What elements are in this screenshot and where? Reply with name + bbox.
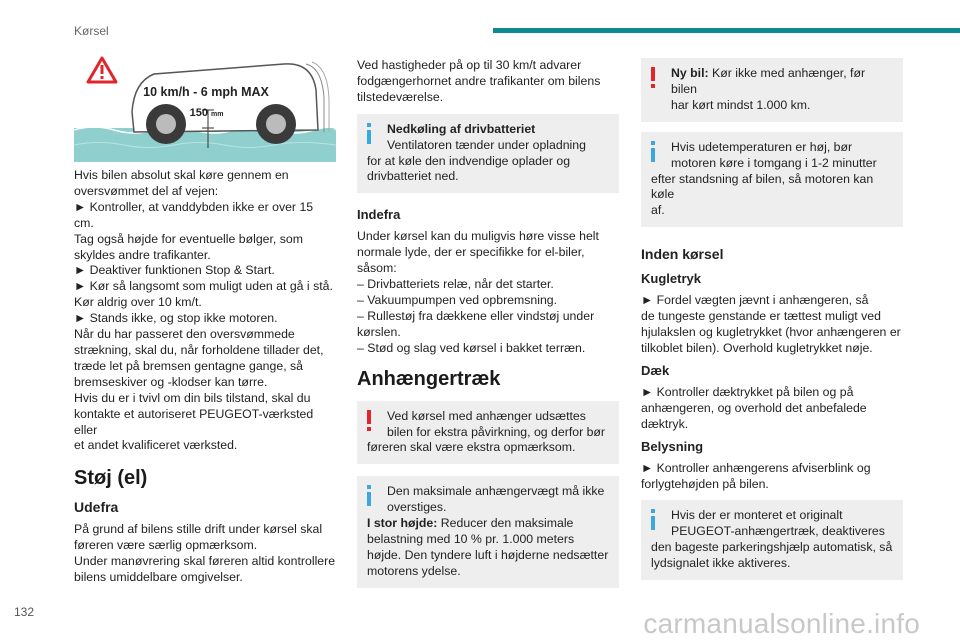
header-accent-bar	[493, 28, 960, 33]
text-line: et andet kvalificeret værksted.	[74, 438, 238, 453]
subheading-daek: Dæk	[641, 362, 670, 378]
info-box-battery-cooling	[357, 114, 619, 194]
indefra-text	[357, 229, 619, 356]
page-number: 132	[14, 605, 35, 619]
pedestrian-horn-text	[357, 58, 619, 106]
column-middle	[357, 58, 619, 588]
depth-unit: mm	[211, 111, 224, 118]
text-line: motoren køre i tomgang i 1-2 minutter	[671, 155, 877, 170]
text-line: lydsignalet ikke aktiveres.	[651, 556, 791, 571]
text-line: tilstedeværelse.	[357, 89, 444, 104]
text-line: såsom:	[357, 261, 397, 276]
text-line: bilen for ekstra påvirkning, og derfor bør	[387, 424, 606, 439]
text-line: dæktryk.	[641, 416, 689, 431]
column-right	[641, 58, 903, 580]
text-line: oversvømmet del af vejen:	[74, 183, 219, 198]
text-fragment: Reducer den maksimale	[437, 516, 574, 531]
text-line: ► Deaktiver funktionen Stop & Start.	[74, 263, 275, 278]
bold-label: Ny bil:	[671, 66, 709, 80]
text-line: ► Stands ikke, og stop ikke motoren.	[74, 311, 278, 326]
text-line: Ventilatoren tænder under opladning	[387, 137, 586, 152]
daek-text	[641, 385, 903, 433]
text-line: normale lyde, der er specifikke for el-biler,	[357, 245, 585, 260]
warning-box-new-car	[641, 58, 903, 122]
text-line: tilkoblet bilen). Overhold kugletrykket nøje.	[641, 340, 873, 355]
text-line: hjulakslen og kugletrykket (hvor anhængeren er	[641, 325, 901, 340]
text-line: – Stød og slag ved kørsel i bakket terræn.	[357, 340, 586, 355]
subheading-kugletryk: Kugletryk	[641, 271, 701, 287]
section-title: Kørsel	[74, 24, 109, 38]
text-line: anhængeren, og overhold det anbefalede	[641, 400, 867, 415]
heading-inden-koersel: Inden kørsel	[641, 246, 724, 263]
text-line: Når du har passeret den oversvømmede	[74, 327, 295, 342]
text-line: Under kørsel kan du muligvis høre visse helt	[357, 229, 599, 244]
text-line	[651, 66, 893, 98]
subheading-udefra: Udefra	[74, 499, 119, 516]
text-line: føreren skal være ekstra opmærksom.	[367, 440, 576, 455]
depth-value: 150	[189, 107, 208, 119]
text-line: Den maksimale anhængervægt må ikke	[387, 484, 605, 499]
text-line: Under manøvrering skal føreren altid kontrollere	[74, 554, 336, 569]
info-box-parking-aid	[641, 500, 903, 580]
info-box-max-weight	[357, 476, 619, 587]
text-line: Ved kørsel med anhænger udsættes	[387, 408, 586, 423]
text-line: Hvis udetemperaturen er høj, bør	[671, 139, 853, 154]
heading-anhaengertraek: Anhængertræk	[357, 367, 501, 390]
text-line: kørslen.	[357, 324, 401, 339]
text-line: PEUGEOT-anhængertræk, deaktiveres	[671, 524, 885, 539]
text-line: efter standsning af bilen, så motoren kan køle	[651, 171, 874, 202]
flood-illustration	[74, 50, 336, 162]
text-line: Hvis du er i tvivl om din bils tilstand, skal du	[74, 390, 311, 405]
text-line: belastning med 10 % pr. 1.000 meters	[367, 532, 575, 547]
belysning-text	[641, 461, 903, 493]
text-line: Hvis bilen absolut skal køre gennem en	[74, 168, 289, 182]
text-line: ► Kontroller dæktrykket på bilen og på	[641, 384, 854, 399]
text-line: strækning, skal du, når forholdene tillader det,	[74, 342, 324, 357]
text-line: skyldes andre trafikanter.	[74, 247, 211, 262]
text-line: fodgængerhornet andre trafikanter om bilens	[357, 73, 601, 88]
text-line: motorens ydelse.	[367, 563, 461, 578]
text-line: bilens umiddelbare omgivelser.	[74, 570, 243, 585]
watermark: carmanualsonline.info	[643, 608, 920, 639]
text-line: ► Fordel vægten jævnt i anhængeren, så	[641, 293, 869, 308]
info-icon	[647, 141, 659, 165]
warning-triangle-icon	[88, 58, 116, 82]
text-line: den bageste parkeringshjælp automatisk, så	[651, 540, 893, 555]
text-line: På grund af bilens stille drift under kørsel skal	[74, 522, 323, 537]
text-line: for at køle den indvendige oplader og	[367, 153, 571, 168]
text-line: drivbatteriet ned.	[367, 169, 459, 184]
column-left	[74, 168, 336, 586]
text-line	[367, 516, 609, 532]
text-line: føreren være særlig opmærksom.	[74, 538, 258, 553]
warning-icon	[647, 67, 659, 91]
bold-label: I stor højde:	[367, 516, 438, 531]
text-fragment: Kør ikke med anhænger, før bilen	[671, 66, 866, 96]
text-line: Hvis der er monteret et originalt	[671, 508, 843, 523]
heading-stoej: Støj (el)	[74, 467, 148, 490]
text-line: ► Kør så langsomt som muligt uden at gå i stå.	[74, 279, 333, 294]
text-line: ► Kontroller anhængerens afviserblink og	[641, 460, 871, 475]
text-line: Kør aldrig over 10 km/t.	[74, 295, 202, 310]
text-line: overstiges.	[387, 500, 447, 515]
info-icon	[363, 123, 375, 147]
subheading-belysning: Belysning	[641, 438, 704, 454]
info-icon	[647, 509, 659, 533]
info-icon	[363, 485, 375, 509]
subheading-indefra: Indefra	[357, 207, 401, 223]
info-box-idle	[641, 132, 903, 228]
text-line: – Drivbatteriets relæ, når det starter.	[357, 277, 554, 292]
text-line: de tungeste genstande er tættest muligt ved	[641, 309, 881, 324]
warning-icon	[363, 410, 375, 434]
text-line: – Rullestøj fra dækkene eller vindstøj under	[357, 308, 595, 323]
text-line: har kørt mindst 1.000 km.	[671, 97, 811, 112]
text-line: højde. Den tyndere luft i højderne nedsætter	[367, 547, 609, 562]
udefra-text	[74, 522, 336, 586]
warning-box-trailer	[357, 401, 619, 465]
text-line: ► Kontroller, at vanddybden ikke er over 15 cm.	[74, 199, 314, 230]
text-line: træde let på bremsen gentagne gange, så	[74, 358, 304, 373]
text-line: kontakte et autoriseret PEUGEOT-værksted eller	[74, 406, 314, 437]
text-line: – Vakuumpumpen ved opbremsning.	[357, 292, 558, 307]
text-line: forlygtehøjden på bilen.	[641, 476, 769, 491]
text-line: af.	[651, 203, 665, 218]
box-title: Nedkøling af drivbatteriet	[387, 121, 536, 136]
text-line: Tag også højde for eventuelle bølger, som	[74, 231, 303, 246]
text-line: Ved hastigheder på op til 30 km/t advarer	[357, 58, 582, 72]
text-line: bremseskiver og -klodser kan tørre.	[74, 374, 268, 389]
kugletryk-text	[641, 293, 903, 357]
speed-label: 10 km/h - 6 mph MAX	[143, 85, 269, 99]
flood-instructions	[74, 168, 336, 454]
